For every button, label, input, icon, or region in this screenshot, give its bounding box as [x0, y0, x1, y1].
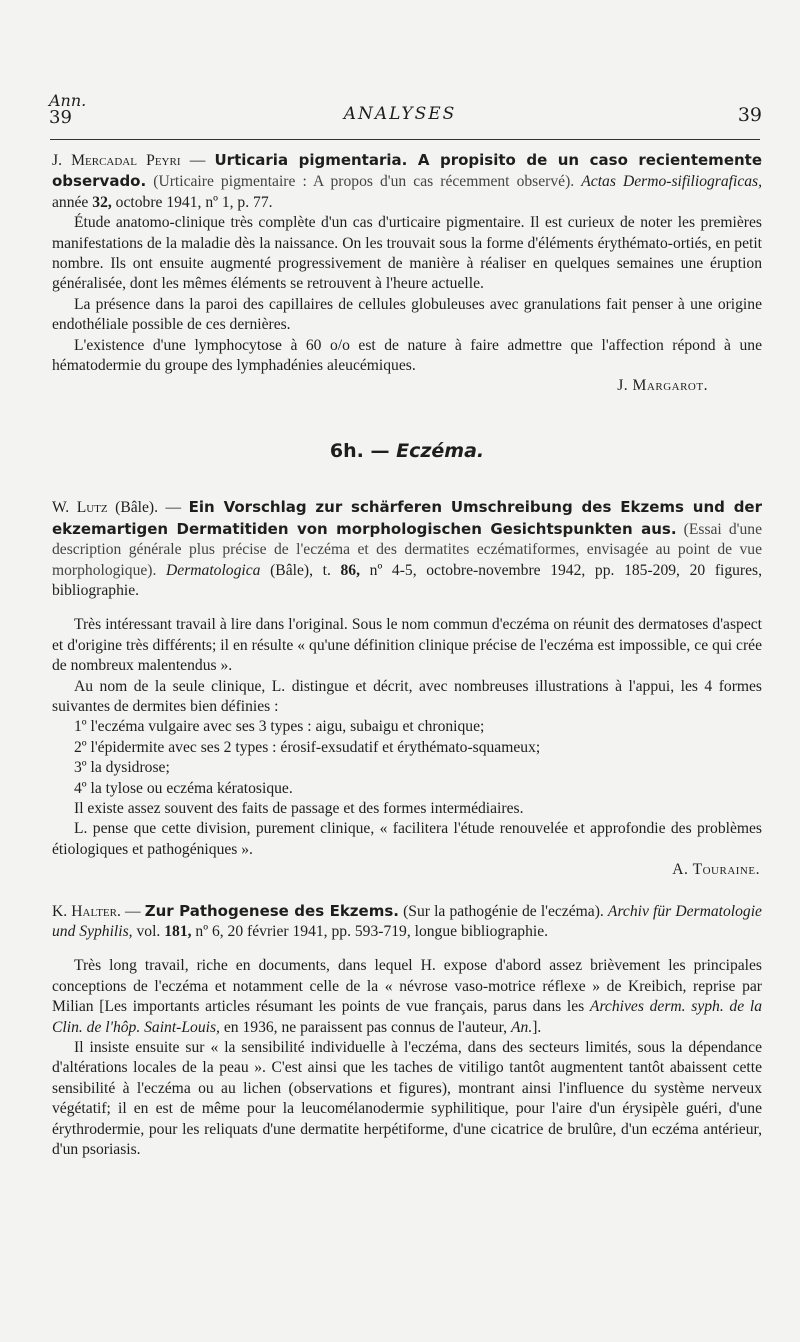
journal: Actas Dermo-sifiliograficas,	[581, 173, 763, 191]
spacer	[52, 601, 762, 615]
paragraph: Très intéressant travail à lire dans l'original. Sous le nom commun d'eczéma on réunit des dermatoses d'aspect et d'origine très différents; il en résulte « qu'une définition clinique précise de l'eczéma est impossible, ce qui crée de nombreux malentendus ».	[52, 616, 762, 675]
paragraph: L'existence d'une lymphocytose à 60 o/o est de nature à faire admettre que l'affection répond à une hématodermie du groupe des lymphadénies aleucémiques.	[52, 336, 762, 375]
paragraph: Au nom de la seule clinique, L. distingue et décrit, avec nombreuses illustrations à l'appui, les 4 formes suivantes de dermites bien définies :	[52, 677, 762, 715]
list-item: 2º l'épidermite avec ses 2 types : érosif-exsudatif et érythémato-squameux;	[74, 738, 541, 756]
details: nº 4-5, octobre-novembre 1942, pp. 185-209, 20 figures, bibliographie.	[52, 561, 763, 599]
paragraph: La présence dans la paroi des capillaires de cellules globuleuses avec granulations fait penser à une origine endothéliale possible de ces dernières.	[52, 295, 762, 334]
list-item: 4º la tylose ou eczéma kératosique.	[74, 779, 293, 797]
paragraph: Étude anatomo-clinique très complète d'un cas d'urticaire pigmentaire. Il est curieux de noter les premières manifestations de la maladie dès la naissance. On les trouvait sous la forme d'éléments érythémato-ortiés, en petit nombre. Ils ont ensuite augmenté progressivement de manière à réaliser en quelques semaines une éruption généralisée, dont les mêmes éléments se retrouvent à l'heure actuelle.	[52, 214, 762, 293]
article-reference: K. Halter. — Zur Pathogenese des Ekzems. (Sur la pathogénie de l'eczéma). Archiv für Dermatologie und Syphilis, vol. 181, nº 6, 20 février 1941, pp. 593-719, longue bibliographie.	[52, 901, 762, 940]
signature: A. Touraine.	[672, 861, 760, 879]
article-title: Zur Pathogenese des Ekzems.	[144, 901, 399, 920]
paragraph: Très long travail, riche en documents, dans lequel H. expose d'abord assez brièvement les principales conceptions de l'eczéma et notamment celle de la « névrose vaso-motrice réflexe » de Kreibich, reprise par Milian [Les importants articles résumant les points de vue français, parus dans les Archives derm. syph. de la Clin. de l'hôp. Saint-Louis, en 1936, ne paraissent pas connus de l'auteur, An.].	[52, 957, 762, 1036]
journal-ref: Archives derm. syph. de la Clin. de l'hôp. Saint-Louis,	[52, 998, 762, 1036]
spacer	[52, 942, 762, 956]
article-mercadal	[52, 150, 762, 397]
annotation-ann: Ann.	[49, 91, 87, 110]
annotation-number: 39	[49, 107, 72, 128]
article-title: Ein Vorschlag zur schärferen Umschreibung des Ekzems und der ekzemartigen Dermatitiden von morphologischen Gesichtspunkten aus.	[52, 498, 763, 538]
volume: 181,	[164, 923, 192, 940]
header-rule	[50, 139, 760, 140]
article-reference: J. Mercadal Peyri — Urticaria pigmentaria. A propisito de un caso recientemente observado. (Urticaire pigmentaire : A propos d'un cas récemment observé). Actas Dermo-sifiliograficas, année 32, octobre 1941, nº 1, p. 77.	[52, 151, 763, 211]
article-halter	[52, 901, 762, 1161]
details: octobre 1941, nº 1, p. 77.	[115, 193, 273, 211]
details: nº 6, 20 février 1941, pp. 593-719, longue bibliographie.	[195, 923, 549, 940]
spacer	[52, 881, 762, 901]
translation: (Urticaire pigmentaire : A propos d'un cas récemment observé).	[153, 173, 575, 191]
volume: 32,	[92, 193, 112, 211]
article-reference: W. Lutz (Bâle). — Ein Vorschlag zur schärferen Umschreibung des Ekzems und der ekzemartigen Dermatitiden von morphologischen Gesichtspunkten aus. (Essai d'une description générale plus précise de l'eczéma et des dermatites eczématiformes, envisagée au point de vue morphologique). Dermatologica (Bâle), t. 86, nº 4-5, octobre-novembre 1942, pp. 185-209, 20 figures, bibliographie.	[52, 498, 763, 599]
section-name: Eczéma.	[396, 439, 485, 462]
section-number: 6h.	[329, 439, 364, 462]
running-title: ANALYSES	[343, 104, 457, 124]
author: J. Mercadal Peyri	[52, 152, 181, 169]
signature: J. Margarot.	[617, 377, 708, 395]
location: (Bâle).	[115, 499, 159, 517]
author: W. Lutz	[52, 499, 108, 517]
list-item: 3º la dysidrose;	[74, 759, 170, 777]
journal: Dermatologica	[166, 561, 261, 579]
paragraph: Il insiste ensuite sur « la sensibilité individuelle à l'eczéma, dans des secteurs limités, sous la dépendance d'altérations locales de la peau ». C'est ainsi que les taches de vitiligo tantôt augmentent tantôt abaissent cette sensibilité à l'eczéma ou au lichen (observations et figures), montrant ainsi l'influence du système nerveux végétatif; il en est de même pour la leucomélanodermie syphilitique, pour l'aire d'un érysipèle guéri, d'une érythrodermie, pour les reliquats d'une dermatite herpétiforme, d'une cicatrice de brulûre, d'un eczéma antérieur, d'un psoriasis.	[52, 1039, 762, 1159]
translation: (Essai d'une description générale plus précise de l'eczéma et des dermatites eczématiformes, envisagée au point de vue morphologique).	[52, 520, 763, 579]
author: K. Halter.	[52, 902, 121, 920]
translation: (Sur la pathogénie de l'eczéma).	[403, 902, 604, 920]
article-title: Urticaria pigmentaria. A propisito de un caso recientemente observado.	[52, 151, 763, 191]
paragraph: Il existe assez souvent des faits de passage et des formes intermédiaires.	[74, 799, 524, 817]
page-number: 39	[737, 104, 762, 126]
page-body	[52, 150, 762, 1160]
journal: Archiv für Dermatologie und Syphilis,	[52, 902, 762, 940]
volume: 86,	[340, 561, 360, 579]
paragraph: L. pense que cette division, purement clinique, « facilitera l'étude renouvelée et approfondie des problèmes étiologiques et pathogéniques ».	[52, 820, 762, 858]
section-heading: 6h. — Eczéma.	[329, 439, 485, 462]
article-lutz	[52, 497, 762, 880]
list-item: 1º l'eczéma vulgaire avec ses 3 types : aigu, subaigu et chronique;	[74, 718, 485, 736]
